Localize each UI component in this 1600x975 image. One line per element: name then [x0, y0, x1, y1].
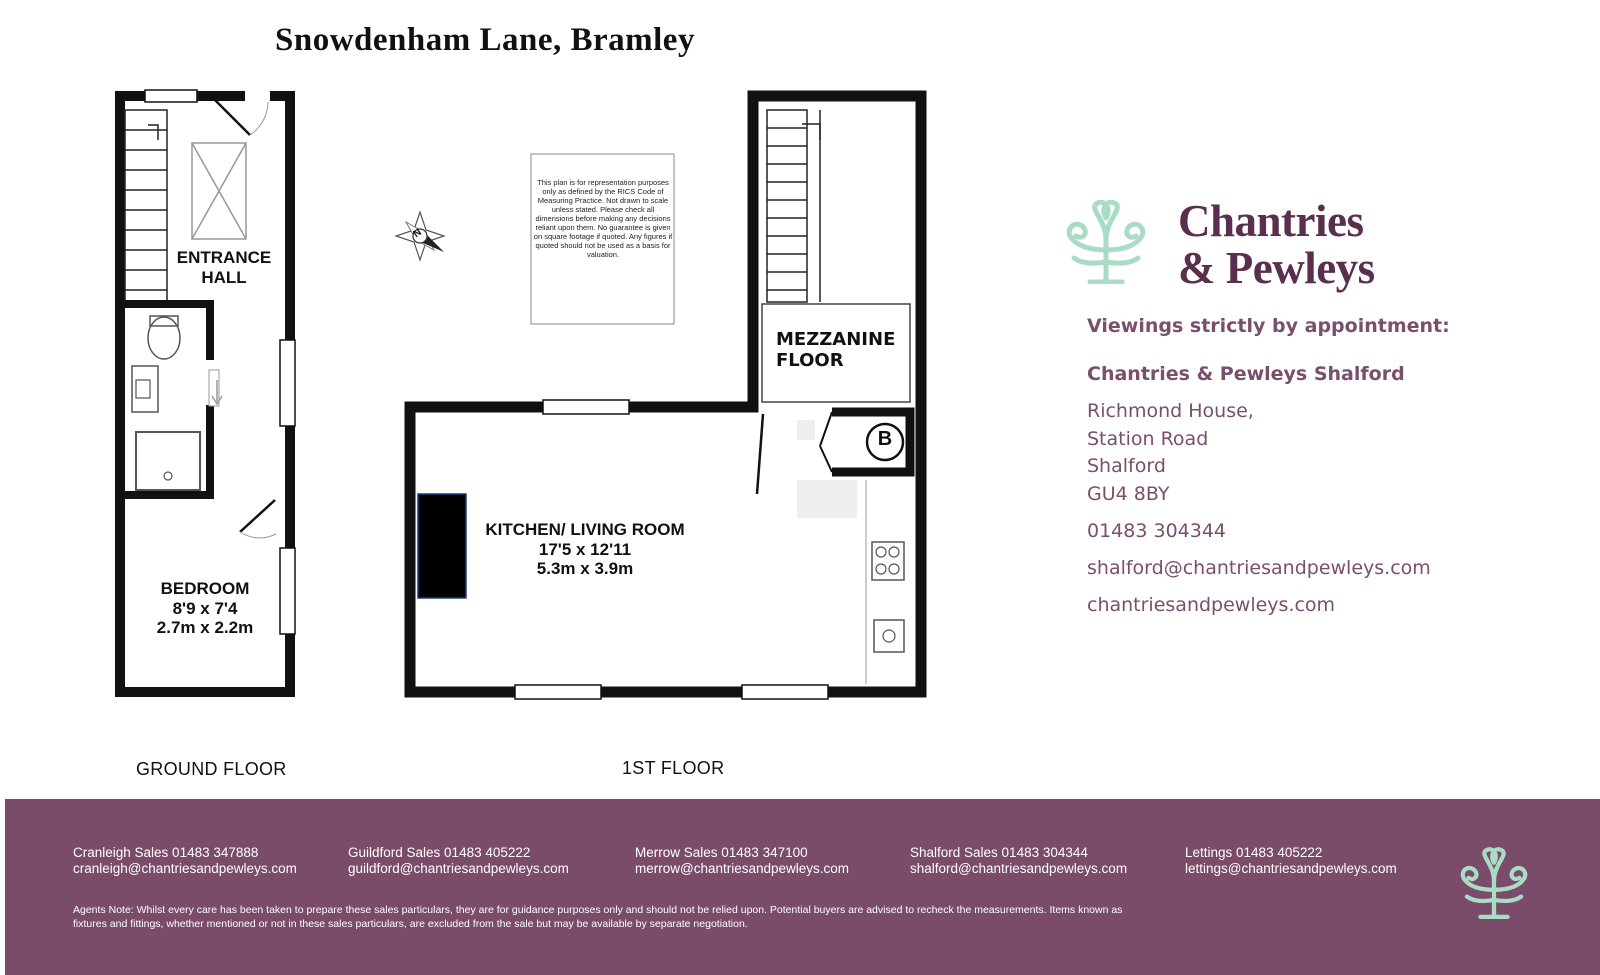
footer-office-email[interactable]: merrow@chantriesandpewleys.com — [635, 861, 850, 876]
footer-tree-icon — [1455, 847, 1533, 919]
address-line-3: Shalford — [1087, 455, 1166, 477]
footer-office-email[interactable]: lettings@chantriesandpewleys.com — [1185, 861, 1397, 876]
boiler-symbol: B — [877, 428, 893, 450]
address-line-1: Richmond House, — [1087, 400, 1254, 422]
footer-office-email[interactable]: cranleigh@chantriesandpewleys.com — [73, 861, 297, 876]
website-link[interactable]: chantriesandpewleys.com — [1087, 594, 1336, 616]
footer-office-guildford — [348, 845, 569, 877]
viewings-notice: Viewings strictly by appointment: — [1087, 315, 1450, 337]
compass-label: N — [411, 226, 424, 241]
phone-link[interactable]: 01483 304344 — [1087, 520, 1227, 542]
footer-office-label: Shalford Sales 01483 304344 — [910, 845, 1088, 860]
room-label-bedroom: BEDROOM 8'9 x 7'4 2.7m x 2.2m — [156, 579, 254, 638]
email-link[interactable]: shalford@chantriesandpewleys.com — [1087, 557, 1431, 579]
room-label-mezzanine: MEZZANINE FLOOR — [776, 329, 896, 371]
floor-label-ground: GROUND FLOOR — [136, 759, 287, 779]
footer-office-email[interactable]: guildford@chantriesandpewleys.com — [348, 861, 569, 876]
footer-office-cranleigh — [73, 845, 297, 877]
floor-label-first: 1ST FLOOR — [622, 758, 725, 778]
page-title: Snowdenham Lane, Bramley — [275, 22, 695, 58]
plan-disclaimer: This plan is for representation purposes only as defined by the RICS Code of Measuring Practice. Not drawn to scale unless stated. Please check all dimensions before making any decisions reliant upon them. No guarantee is given on square footage if quoted. Any figures if quoted should not be used as a basis for valuation. — [533, 178, 673, 259]
office-name: Chantries & Pewleys Shalford — [1087, 363, 1405, 385]
brand-name-line1: Chantries — [1178, 196, 1364, 246]
footer-office-shalford — [910, 845, 1127, 877]
brand-name-line2: & Pewleys — [1178, 243, 1375, 293]
address-line-4: GU4 8BY — [1087, 483, 1170, 505]
room-label-entrance-hall: ENTRANCE HALL — [176, 248, 272, 287]
footer-office-lettings — [1185, 845, 1397, 877]
footer-office-merrow — [635, 845, 849, 877]
footer-office-email[interactable]: shalford@chantriesandpewleys.com — [910, 861, 1128, 876]
footer-office-label: Merrow Sales 01483 347100 — [635, 845, 808, 860]
agents-note: Agents Note: Whilst every care has been taken to prepare these sales particulars, they are for guidance purposes only and should not be relied upon. Potential buyers are advised to recheck the measurements. Items known as fixtures and fittings, whether mentioned or not in these sales particulars, are excluded from the sale but may be available by separate negotiation. — [73, 904, 1123, 930]
room-label-kitchen-living: KITCHEN/ LIVING ROOM 17'5 x 12'11 5.3m x 3.9m — [485, 520, 685, 579]
footer-bar — [5, 799, 1600, 975]
footer-office-label: Cranleigh Sales 01483 347888 — [73, 845, 259, 860]
footer-office-label: Guildford Sales 01483 405222 — [348, 845, 531, 860]
brand-name — [1178, 198, 1375, 292]
footer-office-label: Lettings 01483 405222 — [1185, 845, 1323, 860]
address-line-2: Station Road — [1087, 428, 1209, 450]
tree-icon — [1060, 200, 1152, 284]
